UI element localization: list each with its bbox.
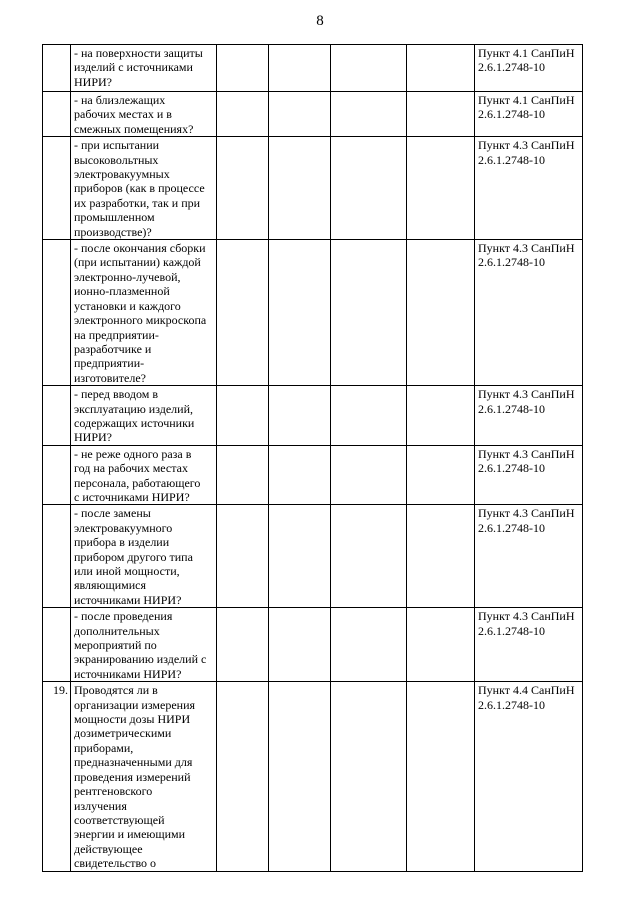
question-text: - после проведения дополнительных мероприятий по экранированию изделий с источниками НИРИ? (71, 608, 217, 682)
answer-blank-cell (407, 137, 475, 240)
answer-no-cell (269, 240, 331, 386)
row-number (43, 45, 71, 92)
answer-no-cell (269, 608, 331, 682)
answer-na-cell (331, 682, 407, 871)
question-text: - на поверхности защиты изделий с источниками НИРИ? (71, 45, 217, 92)
row-number (43, 505, 71, 608)
answer-blank-cell (407, 386, 475, 446)
row-number (43, 137, 71, 240)
table-row (43, 505, 583, 608)
answer-blank-cell (407, 445, 475, 505)
reference-text: Пункт 4.3 СанПиН 2.6.1.2748-10 (475, 608, 583, 682)
table-row (43, 240, 583, 386)
row-number: 19. (43, 682, 71, 871)
row-number (43, 92, 71, 137)
row-number (43, 445, 71, 505)
answer-no-cell (269, 682, 331, 871)
reference-text: Пункт 4.3 СанПиН 2.6.1.2748-10 (475, 137, 583, 240)
answer-yes-cell (217, 682, 269, 871)
table-row (43, 608, 583, 682)
checklist-table (42, 44, 583, 872)
reference-text: Пункт 4.1 СанПиН 2.6.1.2748-10 (475, 45, 583, 92)
reference-text: Пункт 4.1 СанПиН 2.6.1.2748-10 (475, 92, 583, 137)
answer-no-cell (269, 92, 331, 137)
answer-na-cell (331, 608, 407, 682)
table-row (43, 682, 583, 871)
row-number (43, 608, 71, 682)
answer-no-cell (269, 45, 331, 92)
answer-no-cell (269, 137, 331, 240)
row-number (43, 386, 71, 446)
answer-na-cell (331, 137, 407, 240)
answer-blank-cell (407, 608, 475, 682)
answer-blank-cell (407, 240, 475, 386)
page-number: 8 (316, 13, 324, 29)
question-text: - после замены электровакуумного прибора в изделии прибором другого типа или иной мощности, являющимися источниками НИРИ? (71, 505, 217, 608)
table-row (43, 137, 583, 240)
answer-no-cell (269, 505, 331, 608)
answer-blank-cell (407, 92, 475, 137)
reference-text: Пункт 4.3 СанПиН 2.6.1.2748-10 (475, 505, 583, 608)
answer-no-cell (269, 445, 331, 505)
answer-na-cell (331, 240, 407, 386)
table-row (43, 445, 583, 505)
answer-yes-cell (217, 386, 269, 446)
reference-text: Пункт 4.3 СанПиН 2.6.1.2748-10 (475, 386, 583, 446)
answer-na-cell (331, 45, 407, 92)
reference-text: Пункт 4.3 СанПиН 2.6.1.2748-10 (475, 240, 583, 386)
table-row (43, 45, 583, 92)
answer-no-cell (269, 386, 331, 446)
answer-na-cell (331, 92, 407, 137)
reference-text: Пункт 4.4 СанПиН 2.6.1.2748-10 (475, 682, 583, 871)
question-text: - после окончания сборки (при испытании) каждой электронно-лучевой, ионно-плазменной установки и каждого электронного микроскопа на предприятии- разработчике и предприятии- изготовителе? (71, 240, 217, 386)
answer-yes-cell (217, 45, 269, 92)
question-text: - не реже одного раза в год на рабочих местах персонала, работающего с источниками НИРИ? (71, 445, 217, 505)
question-text: - при испытании высоковольтных электровакуумных приборов (как в процессе их разработки, так и при промышленном производстве)? (71, 137, 217, 240)
answer-na-cell (331, 445, 407, 505)
table-row (43, 92, 583, 137)
answer-yes-cell (217, 137, 269, 240)
answer-yes-cell (217, 608, 269, 682)
answer-na-cell (331, 505, 407, 608)
answer-yes-cell (217, 240, 269, 386)
answer-blank-cell (407, 682, 475, 871)
answer-yes-cell (217, 505, 269, 608)
answer-yes-cell (217, 92, 269, 137)
question-text: - на близлежащих рабочих местах и в смежных помещениях? (71, 92, 217, 137)
table-row (43, 386, 583, 446)
question-text: - перед вводом в эксплуатацию изделий, содержащих источники НИРИ? (71, 386, 217, 446)
answer-blank-cell (407, 505, 475, 608)
answer-blank-cell (407, 45, 475, 92)
answer-na-cell (331, 386, 407, 446)
question-text: Проводятся ли в организации измерения мощности дозы НИРИ дозиметрическими приборами, предназначенными для проведения измерений рентгеновского излучения соответствующей энергии и имеющими действующее свидетельство о (71, 682, 217, 871)
row-number (43, 240, 71, 386)
answer-yes-cell (217, 445, 269, 505)
reference-text: Пункт 4.3 СанПиН 2.6.1.2748-10 (475, 445, 583, 505)
